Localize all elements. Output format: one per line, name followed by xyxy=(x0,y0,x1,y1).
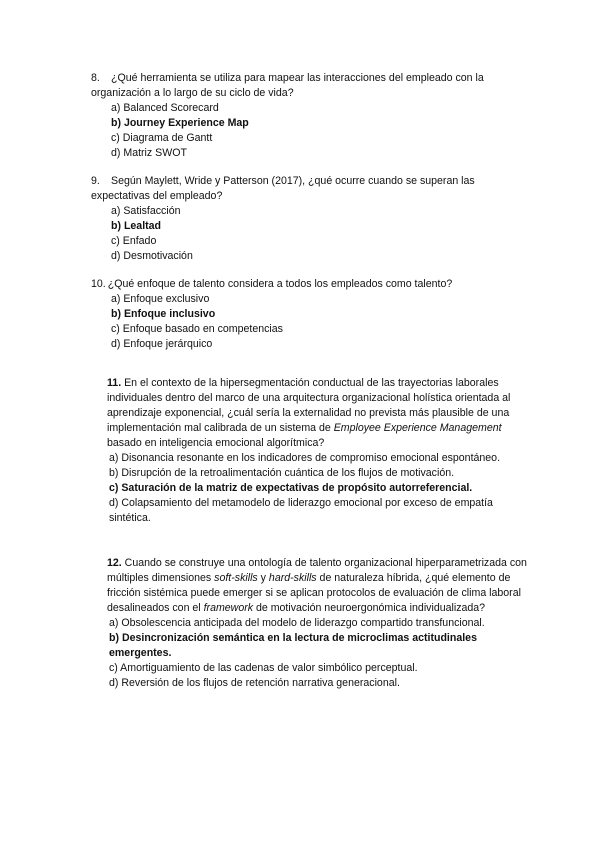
option-d: d) Desmotivación xyxy=(111,250,193,262)
option-b-correct: b) Desincronización semántica en la lectura de microclimas actitudinales emergentes. xyxy=(109,632,477,659)
option-d: d) Enfoque jerárquico xyxy=(111,338,213,350)
option-d: d) Colapsamiento del metamodelo de liderazgo emocional por exceso de empatía sintética. xyxy=(109,497,493,524)
option-c: c) Enfado xyxy=(111,235,157,247)
option-b-correct: b) Journey Experience Map xyxy=(111,117,249,129)
option-b-correct: b) Lealtad xyxy=(111,220,162,232)
question-8 xyxy=(91,71,521,161)
question-text-italic-2: hard-skills xyxy=(268,572,317,584)
option-a: a) Obsolescencia anticipada del modelo de liderazgo compartido transfuncional. xyxy=(109,617,485,629)
option-c: c) Enfoque basado en competencias xyxy=(111,323,283,335)
question-number: 9. xyxy=(91,175,100,187)
options-list xyxy=(107,451,532,526)
options-list xyxy=(91,101,521,161)
question-9 xyxy=(91,174,521,264)
question-text-italic-3: framework xyxy=(203,602,254,614)
option-b-correct: b) Enfoque inclusivo xyxy=(111,308,216,320)
question-text-italic: Employee Experience Management xyxy=(333,422,502,434)
question-text-3: de naturaleza híbrida, ¿qué elemento de fricción sistémica puede emerger si se aplican protocolos de evaluación de clima laboral desalineados con el xyxy=(107,572,521,614)
option-d: d) Reversión de los flujos de retención narrativa generacional. xyxy=(109,677,400,689)
question-text: En el contexto de la hipersegmentación conductual de las trayectorias laborales individuales dentro del marco de una arquitectura organizacional holística orientada al aprendizaje exponencial, ¿cuál sería la externalidad no prevista más plausible de una implementación mal calibrada de un sistema de xyxy=(107,377,511,434)
question-number: 8. xyxy=(91,72,100,84)
option-c-correct: c) Saturación de la matriz de expectativas de propósito autorreferencial. xyxy=(109,482,473,494)
question-text-2: y xyxy=(257,572,269,584)
option-b: b) Disrupción de la retroalimentación cuántica de los flujos de motivación. xyxy=(109,467,455,479)
option-a: a) Enfoque exclusivo xyxy=(111,293,210,305)
question-number: 12. xyxy=(107,557,122,569)
question-number: 11. xyxy=(107,377,122,389)
option-c: c) Diagrama de Gantt xyxy=(111,132,213,144)
option-a: a) Balanced Scorecard xyxy=(111,102,219,114)
question-text-4: de motivación neuroergonómica individualizada? xyxy=(253,602,486,614)
question-text-italic-1: soft-skills xyxy=(214,572,258,584)
option-a: a) Satisfacción xyxy=(111,205,181,217)
options-list xyxy=(91,204,521,264)
question-text: Según Maylett, Wride y Patterson (2017), ¿qué ocurre cuando se superan las expectativas del empleado? xyxy=(91,175,475,202)
question-12 xyxy=(107,556,532,691)
question-10 xyxy=(91,277,521,352)
question-text: ¿Qué enfoque de talento considera a todos los empleados como talento? xyxy=(107,278,453,290)
question-text-end: basado en inteligencia emocional algorítmica? xyxy=(107,437,325,449)
options-list xyxy=(107,616,532,691)
question-text: Cuando se construye una ontología de talento organizacional hiperparametrizada con múltiples dimensiones xyxy=(107,557,527,584)
option-a: a) Disonancia resonante en los indicadores de compromiso emocional espontáneo. xyxy=(109,452,501,464)
question-stem xyxy=(91,71,521,101)
option-d: d) Matriz SWOT xyxy=(111,147,187,159)
question-11 xyxy=(107,376,532,526)
question-stem xyxy=(91,174,521,204)
question-stem xyxy=(107,556,532,616)
question-text: ¿Qué herramienta se utiliza para mapear las interacciones del empleado con la organización a lo largo de su ciclo de vida? xyxy=(91,72,484,99)
question-stem xyxy=(107,376,532,451)
question-number: 10. xyxy=(91,278,106,290)
options-list xyxy=(91,292,521,352)
question-stem xyxy=(91,277,521,292)
option-c: c) Amortiguamiento de las cadenas de valor simbólico perceptual. xyxy=(109,662,418,674)
